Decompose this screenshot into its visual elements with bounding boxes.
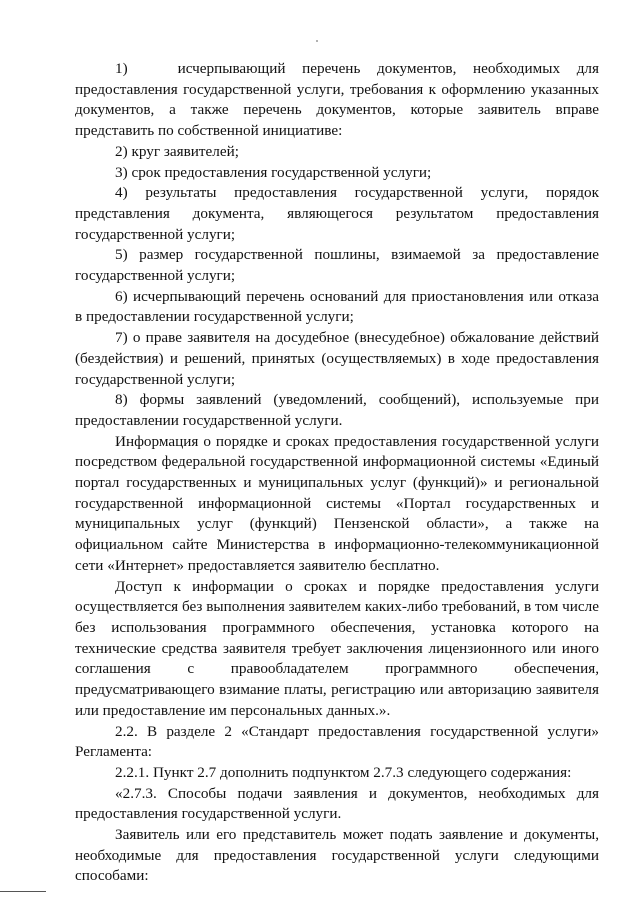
paragraph-access-info: Доступ к информации о сроках и порядке предоставления услуги осуществляется без выполнения заявителем каких-либо требований, в том числе без использования программного обеспечения, установка которого на технические средства заявителя требует заключения лицензионного или иного соглашения с правообладателем программного обеспечения, предусматривающего взимание платы, регистрацию или авторизацию заявителя или предоставление им персональных данных.». [75,577,599,719]
paragraph-list-item-8: 8) формы заявлений (уведомлений, сообщений), используемые при предоставлении государственной услуги. [75,391,599,429]
paragraph-list-item-2: 2) круг заявителей; [115,142,239,160]
paragraph-list-item-4: 4) результаты предоставления государственной услуги, порядок представления документа, являющегося результатом предоставления государственной услуги; [75,184,599,243]
paragraph-list-item-7: 7) о праве заявителя на досудебное (внесудебное) обжалование действий (бездействия) и решений, принятых (осуществляемых) в ходе предоставления государственной услуги; [75,329,599,388]
footnote-separator-line [0,891,46,892]
paragraph-section-2-2-1: 2.2.1. Пункт 2.7 дополнить подпунктом 2.7.3 следующего содержания: [115,763,572,781]
scan-speck [316,40,318,42]
paragraph-list-item-3: 3) срок предоставления государственной услуги; [115,163,432,181]
paragraph-list-item-5: 5) размер государственной пошлины, взимаемой за предоставление государственной услуги; [75,246,599,285]
paragraph-2-7-3: «2.7.3. Способы подачи заявления и документов, необходимых для предоставления государственной услуги. [75,784,599,823]
paragraph-information-portal: Информация о порядке и сроках предоставления государственной услуги посредством федеральной государственной информационной системы «Единый портал государственных и муниципальных услуг (функций)» и региональной государственной информационной системы «Портал государственных и муниципальных услуг (функций) Пензенской области», а также на официальном сайте Министерства в информационно-телекоммуникационной сети «Интернет» предоставляется заявителю бесплатно. [75,432,599,574]
paragraph-applicant-methods: Заявитель или его представитель может подать заявление и документы, необходимые для предоставления государственной услуги следующими способами: [75,826,599,885]
paragraph-list-item-6: 6) исчерпывающий перечень оснований для приостановления или отказа в предоставлении государственной услуги; [75,287,599,326]
document-body [75,59,599,887]
paragraph-section-2-2: 2.2. В разделе 2 «Стандарт предоставления государственной услуги» Регламента: [75,722,599,761]
paragraph-list-item-1: 1) исчерпывающий перечень документов, необходимых для предоставления государственной услуги, требования к оформлению указанных документов, а также перечень документов, которые заявитель вправе представить по собственной инициативе: [75,60,599,140]
